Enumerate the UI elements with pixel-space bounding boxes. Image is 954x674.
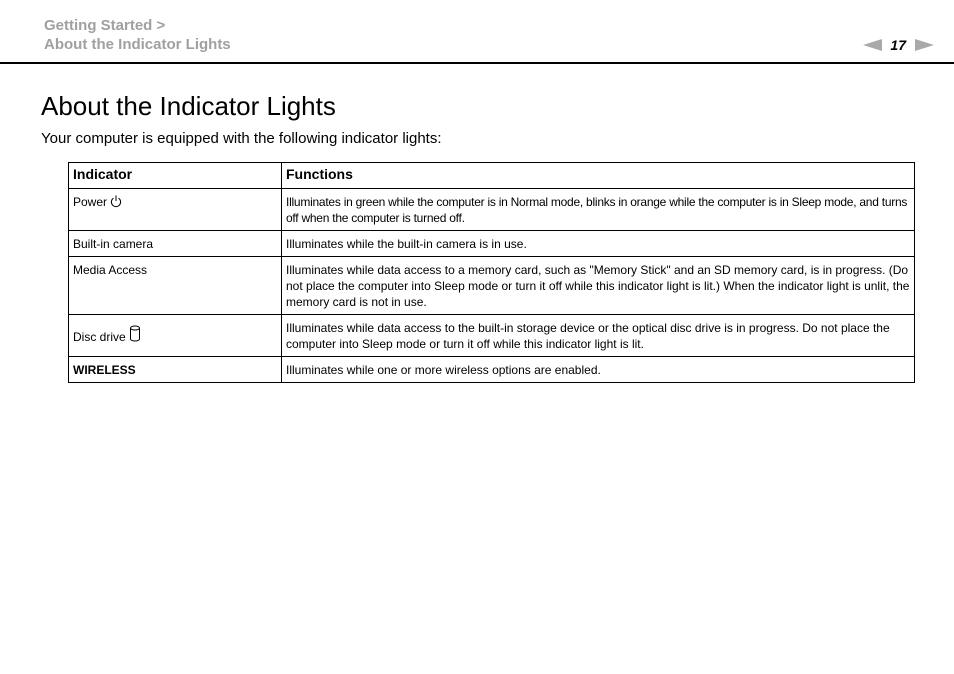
function-cell: Illuminates while data access to a memory card, such as "Memory Stick" and an SD memory card, is in progress. (Do not place the computer into Sleep mode or turn it off while this indicator light is lit.) When the indicator light is unlit, the memory card is not in use.: [282, 257, 915, 315]
table-row: [69, 357, 915, 383]
breadcrumb-parent[interactable]: Getting Started >: [44, 17, 166, 34]
page-number: 17: [890, 37, 906, 53]
breadcrumb: [44, 16, 231, 54]
power-icon: [110, 195, 122, 212]
table-header-row: [69, 163, 915, 189]
indicator-table: [68, 162, 915, 383]
table-row: [69, 257, 915, 315]
column-header-functions: Functions: [282, 163, 915, 189]
indicator-cell-media-access: Media Access: [69, 257, 282, 315]
page-header: [0, 0, 954, 64]
column-header-indicator: Indicator: [69, 163, 282, 189]
indicator-cell-camera: Built-in camera: [69, 231, 282, 257]
page-title: About the Indicator Lights: [41, 91, 336, 121]
next-page-icon[interactable]: [915, 39, 934, 51]
table-row: [69, 315, 915, 357]
indicator-cell-wireless: WIRELESS: [69, 357, 282, 383]
indicator-cell-power: [69, 189, 282, 231]
function-cell: Illuminates while one or more wireless options are enabled.: [282, 357, 915, 383]
page-navigation: [863, 36, 934, 54]
indicator-label: Disc drive: [73, 330, 126, 344]
breadcrumb-current[interactable]: About the Indicator Lights: [44, 36, 231, 53]
function-cell: Illuminates in green while the computer is in Normal mode, blinks in orange while the computer is in Sleep mode, and turns off when the computer is turned off.: [282, 189, 915, 231]
table-row: [69, 189, 915, 231]
indicator-label: Power: [73, 195, 108, 209]
function-cell: Illuminates while the built-in camera is in use.: [282, 231, 915, 257]
intro-text: Your computer is equipped with the following indicator lights:: [41, 130, 442, 147]
previous-page-icon[interactable]: [863, 39, 882, 51]
function-cell: Illuminates while data access to the built-in storage device or the optical disc drive is in progress. Do not place the computer into Sleep mode or turn it off while this indicator light is lit.: [282, 315, 915, 357]
disc-drive-icon: [129, 325, 141, 347]
indicator-cell-disc-drive: [69, 315, 282, 357]
table-row: [69, 231, 915, 257]
